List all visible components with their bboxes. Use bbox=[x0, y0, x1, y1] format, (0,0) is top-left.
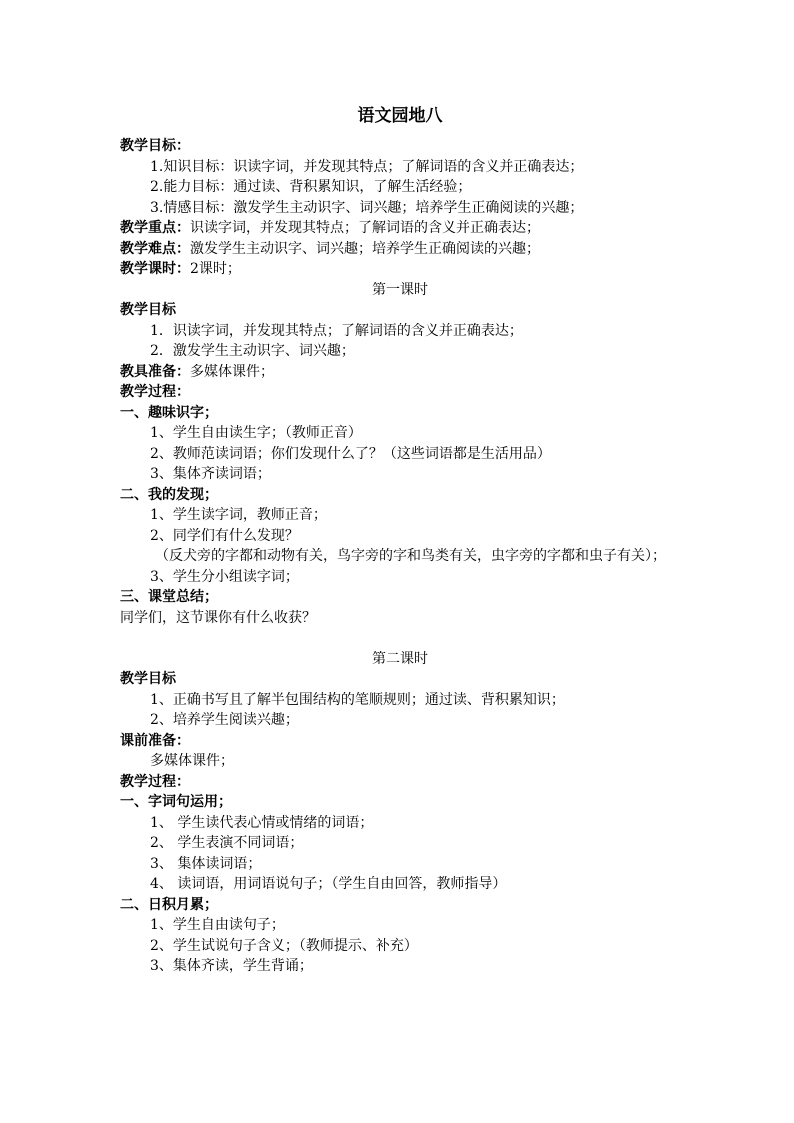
lesson1-section-title: 一、趣味识字； bbox=[120, 404, 218, 421]
lesson2-goal-line: 1、正确书写且了解半包围结构的笔顺规则；通过读、背积累知识； bbox=[150, 691, 565, 708]
lesson1-prep-line bbox=[120, 362, 680, 383]
lesson2-step: 4、 读词语，用词语说句子；（学生自由回答，教师指导） bbox=[150, 876, 507, 892]
focus-text: 识读字词，并发现其特点；了解词语的含义并正确表达； bbox=[190, 220, 540, 236]
lesson1-prep-text: 多媒体课件； bbox=[190, 363, 274, 380]
lesson1-prep-label: 教具准备： bbox=[120, 363, 190, 380]
lesson2-section-title: 二、日积月累； bbox=[120, 896, 218, 913]
lesson1-step: 2、同学们有什么发现？ bbox=[150, 527, 299, 544]
lesson2-step: 1、 学生读代表心情或情绪的词语； bbox=[150, 814, 374, 831]
lesson2-prep-text: 多媒体课件； bbox=[150, 753, 234, 769]
lesson1-goals-label: 教学目标 bbox=[120, 302, 176, 318]
difficulty-label: 教学难点： bbox=[120, 240, 190, 257]
lesson1-step: 1、学生读字词，教师正音； bbox=[150, 507, 327, 523]
lesson2-heading: 第二课时 bbox=[372, 650, 428, 667]
goal-line: 2.能力目标：通过读、背积累知识，了解生活经验； bbox=[150, 179, 472, 195]
lesson2-step: 3、 集体读词语； bbox=[150, 855, 262, 872]
lesson2-step: 2、 学生表演不同词语； bbox=[150, 835, 304, 851]
hours-line bbox=[120, 259, 680, 280]
goals-heading bbox=[120, 136, 680, 157]
lesson1-process-label: 教学过程： bbox=[120, 384, 190, 400]
lesson2-step: 3、集体齐读，学生背诵； bbox=[150, 958, 313, 974]
lesson2-process-label: 教学过程： bbox=[120, 773, 190, 790]
document-page bbox=[120, 103, 680, 977]
lesson2-step: 1、学生自由读句子； bbox=[150, 917, 285, 933]
lesson2-goals-label: 教学目标 bbox=[120, 671, 176, 687]
lesson1-section-title: 三、课堂总结； bbox=[120, 589, 218, 605]
page-title: 语文园地八 bbox=[357, 106, 443, 126]
lesson1-step: 3、学生分小组读字词； bbox=[150, 568, 299, 585]
goal-line: 3.情感目标：激发学生主动识字、词兴趣；培养学生正确阅读的兴趣； bbox=[150, 199, 584, 216]
hours-label: 教学课时： bbox=[120, 261, 190, 277]
lesson2-prep-label: 课前准备： bbox=[120, 732, 190, 749]
lesson1-note: （反犬旁的字都和动物有关，鸟字旁的字和鸟类有关，虫字旁的字都和虫子有关）； bbox=[155, 548, 666, 564]
lesson1-step: 1、学生自由读生字；（教师正音） bbox=[150, 425, 362, 441]
lesson1-step: 2、教师范读词语；你们发现什么了？（这些词语都是生活用品） bbox=[150, 445, 551, 462]
difficulty-text: 激发学生主动识字、词兴趣；培养学生正确阅读的兴趣； bbox=[190, 240, 540, 257]
lesson2-section-title: 一、字词句运用； bbox=[120, 794, 232, 810]
lesson2-step: 2、学生试说句子含义；（教师提示、补充） bbox=[150, 937, 418, 954]
goal-line: 1.知识目标：识读字词，并发现其特点；了解词语的含义并正确表达； bbox=[150, 158, 584, 175]
lesson1-step: 3、集体齐读词语； bbox=[150, 466, 271, 482]
lesson1-section-title: 二、我的发现； bbox=[120, 486, 218, 503]
lesson2-goal-line: 2、培养学生阅读兴趣； bbox=[150, 712, 299, 728]
goals-label: 教学目标： bbox=[120, 138, 190, 154]
hours-text: 2课时； bbox=[190, 261, 241, 277]
lesson1-goal-line: 1．识读字词，并发现其特点；了解词语的含义并正确表达； bbox=[150, 322, 523, 339]
focus-label: 教学重点： bbox=[120, 220, 190, 236]
spacer bbox=[120, 628, 680, 649]
lesson1-goal-line: 2．激发学生主动识字、词兴趣； bbox=[150, 343, 355, 359]
difficulty-line bbox=[120, 239, 680, 260]
lesson1-summary-text: 同学们，这节课你有什么收获？ bbox=[120, 609, 316, 626]
focus-line bbox=[120, 218, 680, 239]
lesson1-heading: 第一课时 bbox=[372, 281, 428, 298]
